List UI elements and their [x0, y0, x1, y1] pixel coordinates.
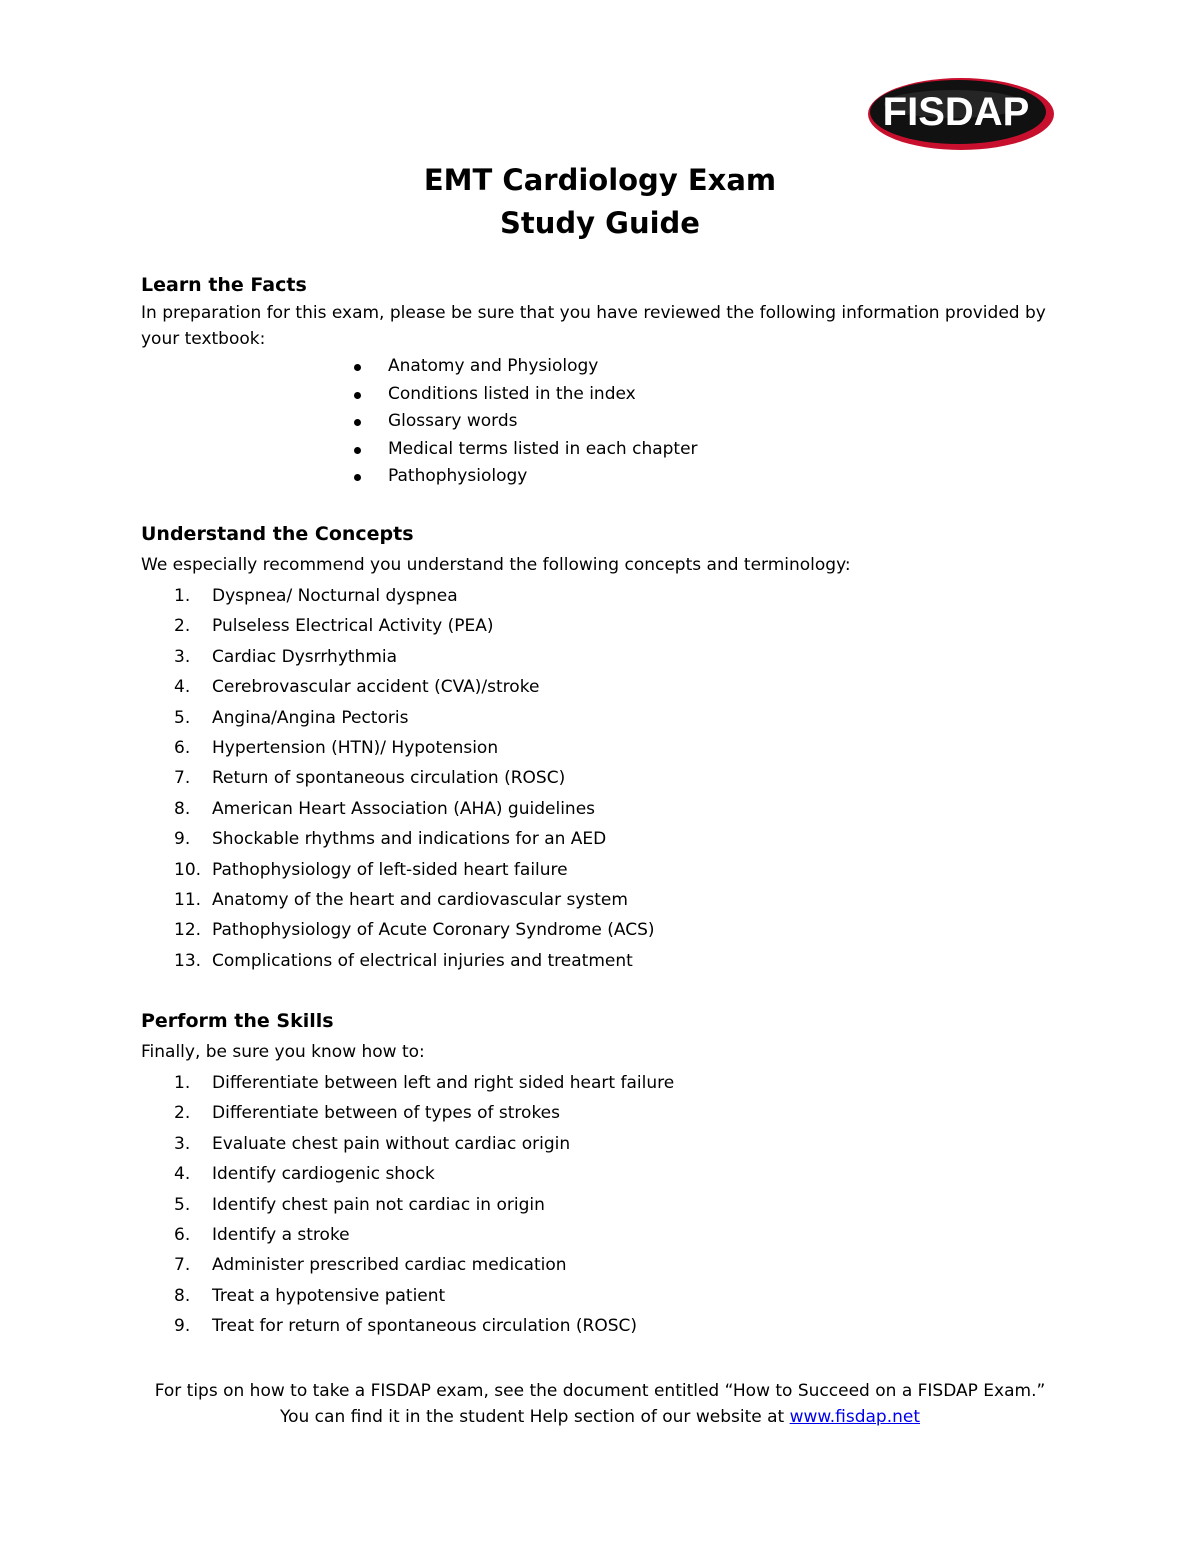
skills-list-item: [141, 1190, 674, 1220]
concepts-list-item: [141, 824, 655, 854]
concepts-list-item: [141, 855, 655, 885]
list-number: 4.: [174, 1164, 191, 1185]
bullet-icon: [354, 392, 361, 399]
facts-list-item: [352, 463, 698, 491]
list-number: 6.: [174, 737, 191, 758]
concepts-list-item: [141, 703, 655, 733]
facts-intro: In preparation for this exam, please be sure that you have reviewed the following information provided by your textbook:: [141, 303, 1046, 349]
concepts-heading: Understand the Concepts: [141, 523, 414, 545]
bullet-icon: [354, 364, 361, 371]
facts-list-item: [352, 353, 698, 381]
list-item-text: Identify chest pain not cardiac in origin: [212, 1194, 545, 1215]
list-number: 7.: [174, 768, 191, 789]
concepts-list-item: [141, 763, 655, 793]
concepts-list-item: [141, 611, 655, 641]
document-title: EMT Cardiology Exam: [423, 163, 777, 197]
list-number: 8.: [174, 798, 191, 819]
list-item-text: Shockable rhythms and indications for an AED: [212, 829, 607, 850]
list-item-text: Treat for return of spontaneous circulation (ROSC): [212, 1316, 638, 1337]
facts-item-text: Anatomy and Physiology: [388, 356, 599, 376]
concepts-list-item: [141, 946, 655, 976]
list-item-text: Identify cardiogenic shock: [212, 1164, 435, 1185]
facts-item-text: Glossary words: [388, 411, 518, 431]
list-number: 13.: [174, 950, 202, 971]
list-number: 1.: [174, 586, 191, 606]
list-item-text: Cardiac Dysrrhythmia: [212, 646, 398, 667]
list-item-text: Dyspnea/ Nocturnal dyspnea: [212, 586, 458, 606]
logo-text: FISDAP: [882, 90, 1030, 134]
facts-heading: Learn the Facts: [141, 274, 307, 296]
list-item-text: Complications of electrical injuries and treatment: [212, 950, 633, 971]
list-item-text: Identify a stroke: [212, 1224, 350, 1245]
facts-list: [352, 353, 698, 491]
list-number: 2.: [174, 616, 191, 637]
website-link[interactable]: www.fisdap.net: [789, 1407, 921, 1427]
skills-list-item: [141, 1068, 674, 1098]
list-number: 2.: [174, 1103, 191, 1124]
list-item-text: Differentiate between left and right sided heart failure: [212, 1073, 675, 1093]
list-item-text: Cerebrovascular accident (CVA)/stroke: [212, 677, 540, 698]
skills-list-item: [141, 1129, 674, 1159]
list-number: 1.: [174, 1073, 191, 1093]
skills-heading: Perform the Skills: [141, 1010, 334, 1032]
list-number: 4.: [174, 677, 191, 698]
list-number: 9.: [174, 1316, 191, 1337]
list-item-text: Angina/Angina Pectoris: [212, 707, 409, 728]
list-number: 5.: [174, 707, 191, 728]
fisdap-logo: [866, 76, 1056, 152]
list-item-text: Administer prescribed cardiac medication: [212, 1255, 567, 1276]
list-item-text: Differentiate between of types of strokes: [212, 1103, 560, 1124]
list-item-text: Hypertension (HTN)/ Hypotension: [212, 737, 499, 758]
bullet-icon: [354, 419, 361, 426]
concepts-list-item: [141, 885, 655, 915]
concepts-list-item: [141, 672, 655, 702]
list-number: 11.: [174, 889, 202, 910]
list-number: 3.: [174, 1133, 191, 1154]
list-item-text: Pathophysiology of left-sided heart failure: [212, 859, 568, 880]
facts-item-text: Pathophysiology: [388, 466, 528, 486]
concepts-list-item: [141, 733, 655, 763]
fisdap-logo-mark: [866, 76, 1056, 152]
concepts-list-item: [141, 581, 655, 611]
list-item-text: Evaluate chest pain without cardiac origin: [212, 1133, 571, 1154]
list-number: 10.: [174, 859, 202, 880]
skills-list-item: [141, 1220, 674, 1250]
footer-tip: For tips on how to take a FISDAP exam, see the document entitled “How to Succeed on a FISDAP Exam.”: [154, 1381, 1046, 1401]
facts-list-item: [352, 436, 698, 464]
concepts-intro: We especially recommend you understand the following concepts and terminology:: [141, 555, 851, 575]
footer-help: [0, 1404, 1200, 1430]
skills-list-item: [141, 1281, 674, 1311]
bullet-icon: [354, 474, 361, 481]
list-item-text: American Heart Association (AHA) guidelines: [212, 798, 596, 819]
list-item-text: Treat a hypotensive patient: [212, 1285, 446, 1306]
concepts-list-item: [141, 794, 655, 824]
bullet-icon: [354, 447, 361, 454]
skills-list-item: [141, 1250, 674, 1280]
skills-list: [141, 1068, 674, 1342]
skills-intro: Finally, be sure you know how to:: [141, 1042, 425, 1062]
facts-item-text: Conditions listed in the index: [388, 383, 636, 404]
list-number: 7.: [174, 1255, 191, 1276]
list-item-text: Pulseless Electrical Activity (PEA): [212, 616, 494, 637]
concepts-list-item: [141, 642, 655, 672]
concepts-list-item: [141, 915, 655, 945]
skills-list-item: [141, 1311, 674, 1341]
facts-list-item: [352, 408, 698, 436]
facts-item-text: Medical terms listed in each chapter: [388, 438, 698, 459]
list-item-text: Anatomy of the heart and cardiovascular system: [212, 889, 628, 910]
facts-list-item: [352, 381, 698, 409]
list-number: 6.: [174, 1224, 191, 1245]
list-number: 12.: [174, 920, 202, 941]
concepts-list: [141, 581, 655, 976]
list-item-text: Return of spontaneous circulation (ROSC): [212, 768, 566, 789]
skills-list-item: [141, 1098, 674, 1128]
list-number: 9.: [174, 829, 191, 850]
document-subtitle: Study Guide: [500, 206, 700, 240]
list-number: 3.: [174, 646, 191, 667]
footer-help-text: You can find it in the student Help section of our website at: [279, 1407, 790, 1427]
list-number: 8.: [174, 1285, 191, 1306]
skills-list-item: [141, 1159, 674, 1189]
list-number: 5.: [174, 1194, 191, 1215]
list-item-text: Pathophysiology of Acute Coronary Syndrome (ACS): [212, 920, 655, 941]
